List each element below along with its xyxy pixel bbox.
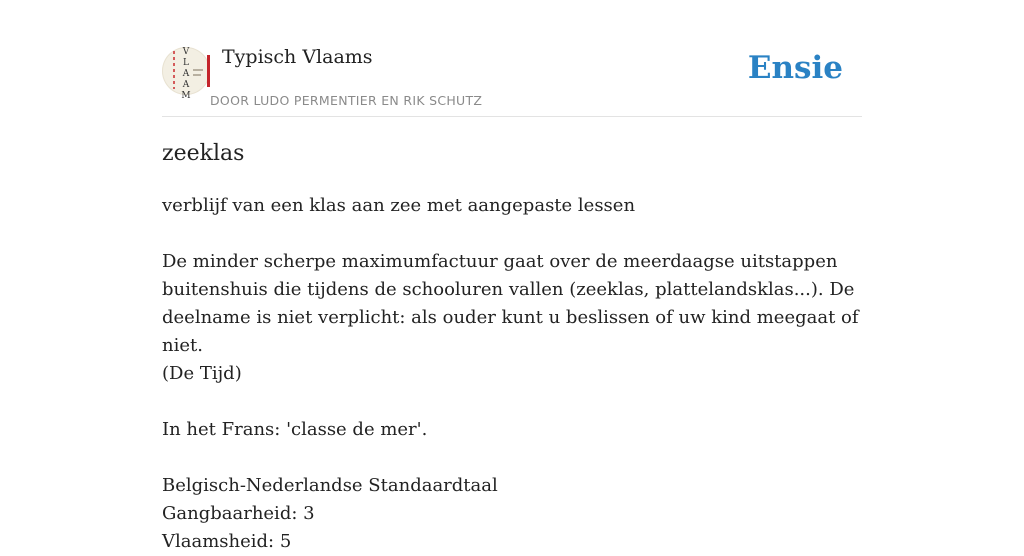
entry-vlaamsheid: Vlaamsheid: 5 [162,531,292,552]
entry-definition: verblijf van een klas aan zee met aangepaste lessen [162,195,636,216]
dictionary-header [162,0,862,117]
ensie-brand-link[interactable]: Ensie [747,50,843,86]
logo-red-bar [207,55,210,87]
entry-example-line: (De Tijd) [162,363,242,384]
entry-gangbaarheid: Gangbaarheid: 3 [162,503,315,524]
entry-example-line: buitenshuis die tijdens de schooluren vallen (zeeklas, plattelandsklas...). De [162,279,855,300]
entry-body [162,192,862,556]
logo-letters: V L A A M [181,47,191,101]
entry-example-line: deelname is niet verplicht: als ouder kunt u beslissen of uw kind meegaat of niet. [162,307,859,356]
entry-register: Belgisch-Nederlandse Standaardtaal [162,475,498,496]
dictionary-logo[interactable] [162,47,210,101]
entry-term: zeeklas [162,141,245,166]
dictionary-authors: DOOR LUDO PERMENTIER EN RIK SCHUTZ [210,93,483,108]
entry-card [162,0,862,552]
logo-red-dots [173,51,175,89]
entry-french-note: In het Frans: 'classe de mer'. [162,419,428,440]
logo-line [193,69,203,71]
entry-example-line: De minder scherpe maximumfactuur gaat over de meerdaagse uitstappen [162,251,838,272]
logo-line [193,74,201,76]
dictionary-title[interactable]: Typisch Vlaams [222,46,373,68]
